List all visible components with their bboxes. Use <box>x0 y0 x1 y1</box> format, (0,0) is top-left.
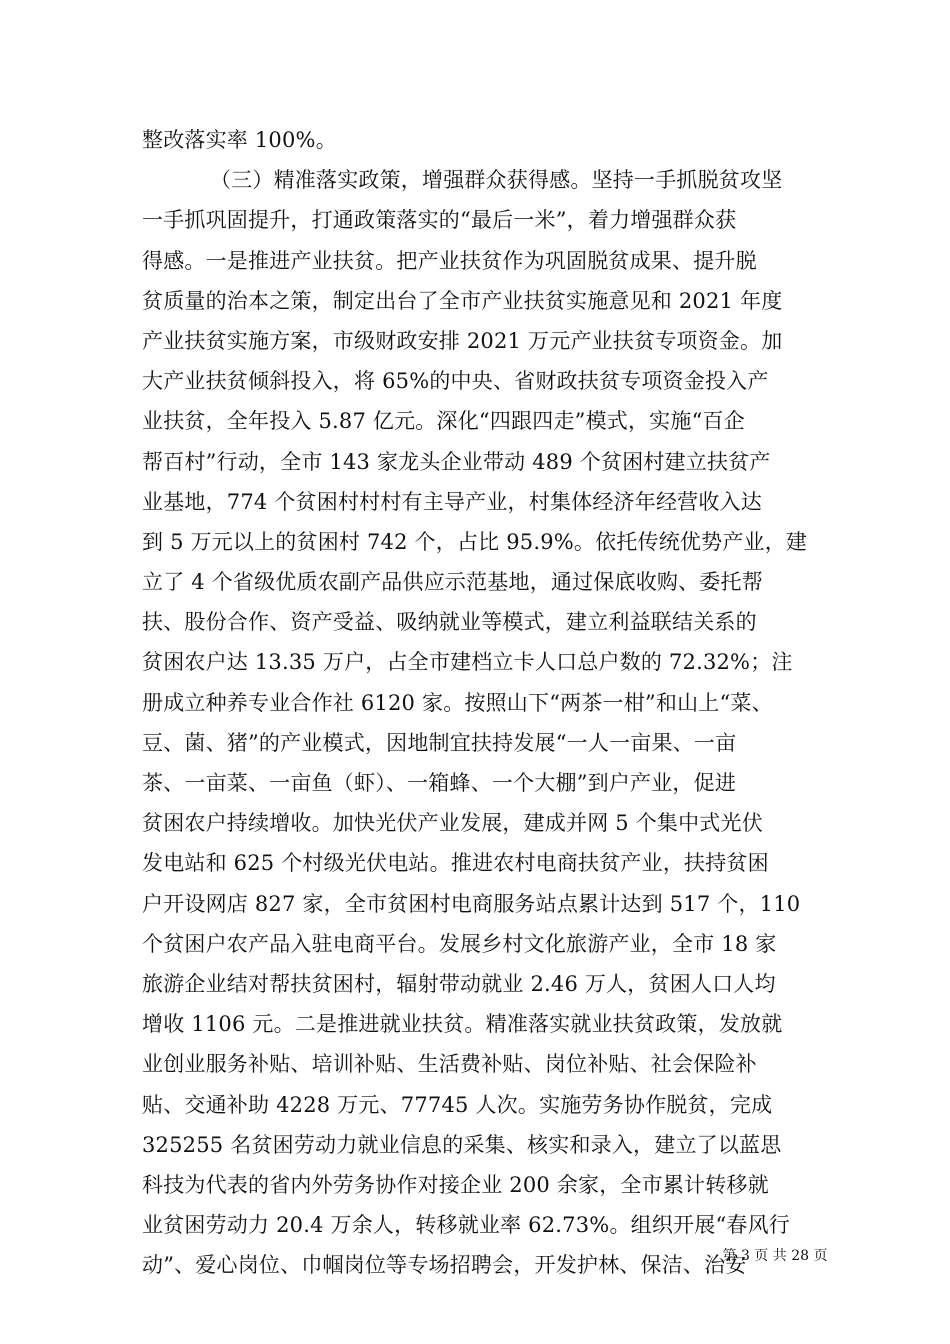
text-line: 业基地，774 个贫困村村村有主导产业，村集体经济年经营收入达 <box>142 489 762 514</box>
text-line: 发电站和 625 个村级光伏电站。推进农村电商扶贫产业，扶持贫困 <box>142 851 769 876</box>
page-footer <box>0 1245 950 1265</box>
text-line: 立了 4 个省级优质农副产品供应示范基地，通过保底收购、委托帮 <box>142 570 763 595</box>
text-line: 增收 1106 元。二是推进就业扶贫。精准落实就业扶贫政策，发放就 <box>142 1012 783 1037</box>
text-line: 旅游企业结对帮扶贫困村，辐射带动就业 2.46 万人，贫困人口人均 <box>142 971 776 996</box>
text-line: （三）精准落实政策，增强群众获得感。坚持一手抓脱贫攻坚 <box>210 168 783 193</box>
text-line: 整改落实率 100%。 <box>142 128 337 152</box>
text-line: 户开设网店 827 家，全市贫困村电商服务站点累计达到 517 个，110 <box>142 891 801 916</box>
text-line: 动”、爱心岗位、巾帼岗位等专场招聘会，开发护林、保洁、治安 <box>142 1253 747 1278</box>
text-line: 一手抓巩固提升，打通政策落实的“最后一米”，着力增强群众获 <box>142 208 737 233</box>
text-line: 科技为代表的省内外劳务协作对接企业 200 余家，全市累计转移就 <box>142 1172 769 1197</box>
text-line: 个贫困户农产品入驻电商平台。发展乡村文化旅游产业，全市 18 家 <box>142 931 777 956</box>
text-line: 产业扶贫实施方案，市级财政安排 2021 万元产业扶贫专项资金。加 <box>142 328 783 353</box>
text-line: 业扶贫，全年投入 5.87 亿元。深化“四跟四走”模式，实施“百企 <box>142 409 745 434</box>
document-body <box>142 120 822 1285</box>
page-number: 第 3 页 共 28 页 <box>722 1248 828 1264</box>
text-line: 贫困农户持续增收。加快光伏产业发展，建成并网 5 个集中式光伏 <box>142 811 763 836</box>
text-line: 扶、股份合作、资产受益、吸纳就业等模式，建立利益联结关系的 <box>142 610 757 635</box>
text-line: 贫质量的治本之策，制定出台了全市产业扶贫实施意见和 2021 年度 <box>142 288 783 313</box>
text-line: 册成立种养专业合作社 6120 家。按照山下“两茶一柑”和山上“菜、 <box>142 690 773 715</box>
text-line: 贴、交通补助 4228 万元、77745 人次。实施劳务协作脱贫，完成 <box>142 1092 773 1117</box>
text-line: 帮百村”行动，全市 143 家龙头企业带动 489 个贫困村建立扶贫产 <box>142 449 771 474</box>
text-line: 茶、一亩菜、一亩鱼（虾）、一箱蜂、一个大棚”到户产业，促进 <box>142 771 737 795</box>
text-line: 豆、菌、猪”的产业模式，因地制宜扶持发展“一人一亩果、一亩 <box>142 730 737 755</box>
text-line: 业创业服务补贴、培训补贴、生活费补贴、岗位补贴、社会保险补 <box>142 1052 757 1077</box>
text-line: 到 5 万元以上的贫困村 742 个，占比 95.9%。依托传统优势产业，建 <box>142 529 808 554</box>
text-line: 325255 名贫困劳动力就业信息的采集、核实和录入，建立了以蓝思 <box>142 1132 782 1157</box>
text-line: 贫困农户达 13.35 万户，占全市建档立卡人口总户数的 72.32%；注 <box>142 650 793 675</box>
text-line: 得感。一是推进产业扶贫。把产业扶贫作为巩固脱贫成果、提升脱 <box>142 248 757 273</box>
text-line: 业贫困劳动力 20.4 万余人，转移就业率 62.73%。组织开展“春风行 <box>142 1213 790 1238</box>
text-line: 大产业扶贫倾斜投入，将 65%的中央、省财政扶贫专项资金投入产 <box>142 369 769 394</box>
